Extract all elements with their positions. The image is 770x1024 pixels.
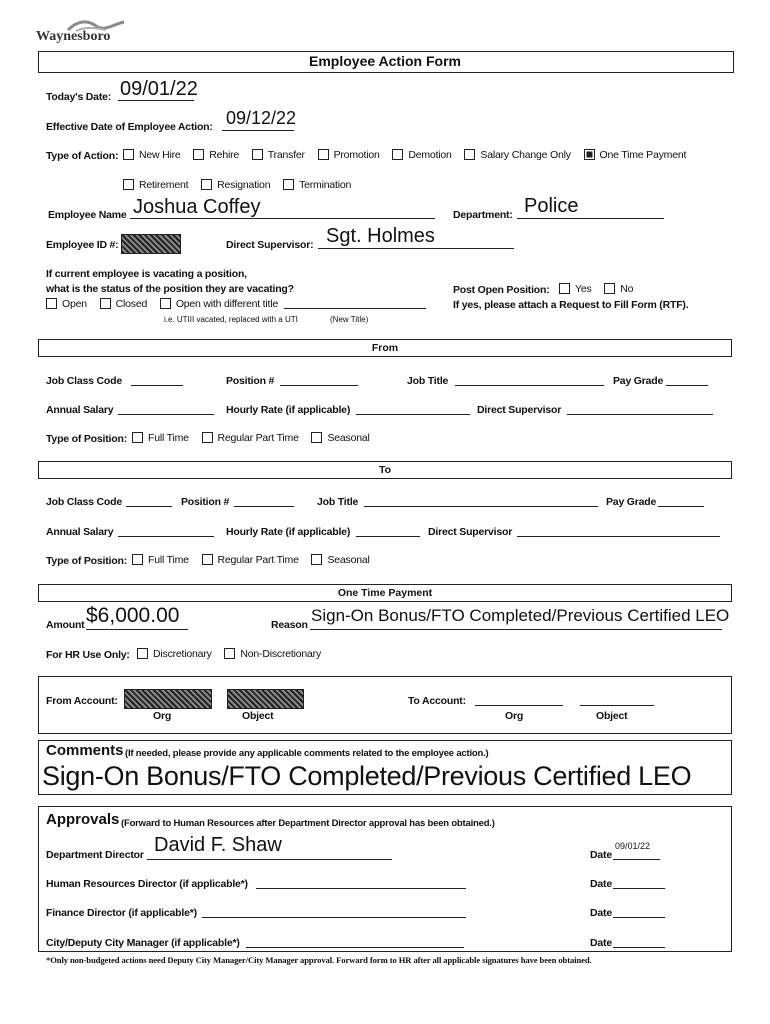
to-seasonal[interactable]: Seasonal [311, 554, 369, 566]
approval-date-line [613, 917, 665, 918]
type-of-action-row1 [123, 149, 696, 161]
direct-supervisor-label: Direct Supervisor: [226, 239, 314, 251]
approval-label: City/Deputy City Manager (if applicable*) [46, 937, 240, 949]
to-annual-salary: Annual Salary [46, 526, 114, 538]
form-title: Employee Action Form [309, 53, 461, 69]
action-salary-change[interactable]: Salary Change Only [464, 149, 570, 161]
vacating-open[interactable]: Open [46, 298, 87, 310]
checkbox-checked-icon[interactable] [584, 149, 595, 160]
action-resignation[interactable]: Resignation [201, 179, 270, 191]
from-annual-salary: Annual Salary [46, 404, 114, 416]
from-org-label: Org [153, 710, 172, 722]
employee-id-label: Employee ID #: [46, 239, 119, 251]
approval-date-line [613, 947, 665, 948]
action-promotion[interactable]: Promotion [318, 149, 380, 161]
reason-label: Reason [271, 619, 308, 631]
approval-signature-line [147, 859, 392, 860]
from-hourly-rate: Hourly Rate (if applicable) [226, 404, 351, 416]
approvals-instruction: (Forward to Human Resources after Department Director approval has been obtained.) [121, 818, 495, 829]
to-job-class-line [126, 506, 172, 507]
approval-signature-line [202, 917, 466, 918]
checkbox-icon[interactable] [224, 648, 235, 659]
vacating-line2: what is the status of the position they are vacating? [46, 283, 294, 295]
post-open-position-label: Post Open Position: [453, 284, 550, 296]
to-position: Position # [181, 496, 230, 508]
from-position-line [280, 385, 358, 386]
comments-value[interactable]: Sign-On Bonus/FTO Completed/Previous Certified LEO [42, 761, 692, 791]
approval-signature[interactable]: David F. Shaw [154, 834, 282, 856]
from-pay-grade: Pay Grade [613, 375, 664, 387]
todays-date-value[interactable]: 09/01/22 [120, 78, 198, 100]
approvals-title: Approvals [46, 811, 120, 828]
checkbox-icon[interactable] [100, 298, 111, 309]
from-direct-supervisor-line [567, 414, 713, 415]
vacating-note2: (New Title) [330, 315, 369, 324]
checkbox-icon[interactable] [311, 554, 322, 565]
hr-use-label: For HR Use Only: [46, 649, 130, 661]
approval-date-label: Date [590, 907, 612, 919]
effective-date-label: Effective Date of Employee Action: [46, 121, 213, 133]
to-annual-salary-line [118, 536, 214, 537]
direct-supervisor-value[interactable]: Sgt. Holmes [326, 225, 435, 247]
checkbox-icon[interactable] [160, 298, 171, 309]
employee-name-value[interactable]: Joshua Coffey [133, 196, 261, 218]
to-job-class-code: Job Class Code [46, 496, 122, 508]
comments-instruction: (If needed, please provide any applicable comments related to the employee action.) [125, 748, 489, 759]
logo-text: Waynesboro [36, 29, 111, 44]
one-time-payment-header: One Time Payment [38, 584, 732, 602]
employee-id-redaction [121, 234, 181, 254]
approval-signature-line [256, 888, 466, 889]
to-position-types [132, 554, 370, 566]
checkbox-icon[interactable] [123, 179, 134, 190]
to-header: To [38, 461, 732, 479]
hr-use-options [137, 648, 321, 660]
from-position-types [132, 432, 370, 444]
from-full-time[interactable]: Full Time [132, 432, 189, 444]
approval-label: Department Director [46, 849, 144, 861]
checkbox-icon[interactable] [132, 554, 143, 565]
checkbox-icon[interactable] [193, 149, 204, 160]
checkbox-icon[interactable] [464, 149, 475, 160]
checkbox-icon[interactable] [201, 179, 212, 190]
department-value[interactable]: Police [524, 195, 579, 217]
from-job-class-code: Job Class Code [46, 375, 122, 387]
to-direct-supervisor-line [517, 536, 720, 537]
hr-discretionary[interactable]: Discretionary [137, 648, 212, 660]
to-account-org-line [475, 705, 563, 706]
approval-signature-line [246, 947, 464, 948]
to-regular-part-time[interactable]: Regular Part Time [202, 554, 299, 566]
to-type-of-position: Type of Position: [46, 555, 127, 567]
from-annual-salary-line [118, 414, 214, 415]
approval-date-line [613, 888, 665, 889]
post-open-position-options [559, 283, 633, 295]
checkbox-icon[interactable] [46, 298, 57, 309]
city-logo [36, 18, 116, 46]
from-object-label: Object [242, 710, 274, 722]
type-of-action-row2 [123, 179, 361, 191]
from-regular-part-time[interactable]: Regular Part Time [202, 432, 299, 444]
action-rehire[interactable]: Rehire [193, 149, 239, 161]
new-title-line [284, 308, 426, 309]
from-job-title: Job Title [407, 375, 449, 387]
vacating-note1: i.e. UTIII vacated, replaced with a UTI [164, 315, 298, 324]
to-job-title: Job Title [317, 496, 359, 508]
action-demotion[interactable]: Demotion [392, 149, 451, 161]
action-new-hire[interactable]: New Hire [123, 149, 181, 161]
approval-date-value[interactable]: 09/01/22 [615, 841, 651, 851]
checkbox-icon[interactable] [132, 432, 143, 443]
to-full-time[interactable]: Full Time [132, 554, 189, 566]
from-seasonal[interactable]: Seasonal [311, 432, 369, 444]
hr-non-discretionary[interactable]: Non-Discretionary [224, 648, 321, 660]
to-direct-supervisor: Direct Supervisor [428, 526, 513, 538]
reason-line [310, 629, 722, 630]
checkbox-icon[interactable] [318, 149, 329, 160]
post-yes[interactable]: Yes [559, 283, 592, 295]
checkbox-icon[interactable] [137, 648, 148, 659]
effective-date-line [222, 130, 294, 131]
from-job-class-line [131, 385, 183, 386]
to-object-label: Object [596, 710, 628, 722]
checkbox-icon[interactable] [202, 554, 213, 565]
from-account-object-redaction [227, 689, 304, 709]
amount-line [86, 629, 188, 630]
to-position-line [234, 506, 294, 507]
amount-label: Amount [46, 619, 85, 631]
from-pay-grade-line [666, 385, 708, 386]
type-of-action-label: Type of Action: [46, 150, 119, 162]
direct-supervisor-line [318, 248, 514, 249]
vacating-open-different-title[interactable]: Open with different title [160, 298, 278, 310]
approval-date-line [613, 859, 660, 860]
to-hourly-rate: Hourly Rate (if applicable) [226, 526, 351, 538]
vacating-line1: If current employee is vacating a position, [46, 268, 247, 280]
checkbox-icon[interactable] [559, 283, 570, 294]
checkbox-icon[interactable] [604, 283, 615, 294]
action-termination[interactable]: Termination [283, 179, 351, 191]
to-hourly-rate-line [356, 536, 420, 537]
amount-value[interactable]: $6,000.00 [86, 604, 180, 627]
from-header: From [38, 339, 732, 357]
checkbox-icon[interactable] [123, 149, 134, 160]
from-position: Position # [226, 375, 275, 387]
from-account-org-redaction [124, 689, 212, 709]
effective-date-value[interactable]: 09/12/22 [226, 108, 297, 128]
vacating-options [46, 298, 278, 310]
department-label: Department: [453, 209, 513, 221]
approval-label: Finance Director (if applicable*) [46, 907, 197, 919]
to-account-object-line [580, 705, 654, 706]
checkbox-icon[interactable] [311, 432, 322, 443]
vacating-closed[interactable]: Closed [100, 298, 147, 310]
from-hourly-rate-line [356, 414, 470, 415]
from-direct-supervisor: Direct Supervisor [477, 404, 562, 416]
comments-title: Comments [46, 742, 124, 759]
approval-label: Human Resources Director (if applicable*) [46, 878, 248, 890]
to-job-title-line [364, 506, 598, 507]
approval-date-label: Date [590, 878, 612, 890]
department-line [517, 218, 664, 219]
from-job-title-line [455, 385, 604, 386]
to-account-label: To Account: [408, 695, 466, 707]
checkbox-icon[interactable] [283, 179, 294, 190]
approval-date-label: Date [590, 849, 612, 861]
checkbox-icon[interactable] [252, 149, 263, 160]
todays-date-label: Today's Date: [46, 91, 112, 103]
checkbox-icon[interactable] [202, 432, 213, 443]
from-account-label: From Account: [46, 695, 118, 707]
reason-value[interactable]: Sign-On Bonus/FTO Completed/Previous Certified LEO [311, 606, 730, 625]
action-retirement[interactable]: Retirement [123, 179, 188, 191]
employee-name-label: Employee Name [48, 209, 127, 221]
post-no[interactable]: No [604, 283, 633, 295]
rtf-note: If yes, please attach a Request to Fill Form (RTF). [453, 299, 689, 311]
to-pay-grade: Pay Grade [606, 496, 657, 508]
to-org-label: Org [505, 710, 524, 722]
checkbox-icon[interactable] [392, 149, 403, 160]
to-pay-grade-line [658, 506, 704, 507]
approval-date-label: Date [590, 937, 612, 949]
action-transfer[interactable]: Transfer [252, 149, 305, 161]
footnote: *Only non-budgeted actions need Deputy City Manager/City Manager approval. Forward form to HR after all applicable signatures have been obtained. [46, 955, 592, 965]
action-one-time-payment[interactable]: One Time Payment [584, 149, 687, 161]
from-type-of-position: Type of Position: [46, 433, 127, 445]
